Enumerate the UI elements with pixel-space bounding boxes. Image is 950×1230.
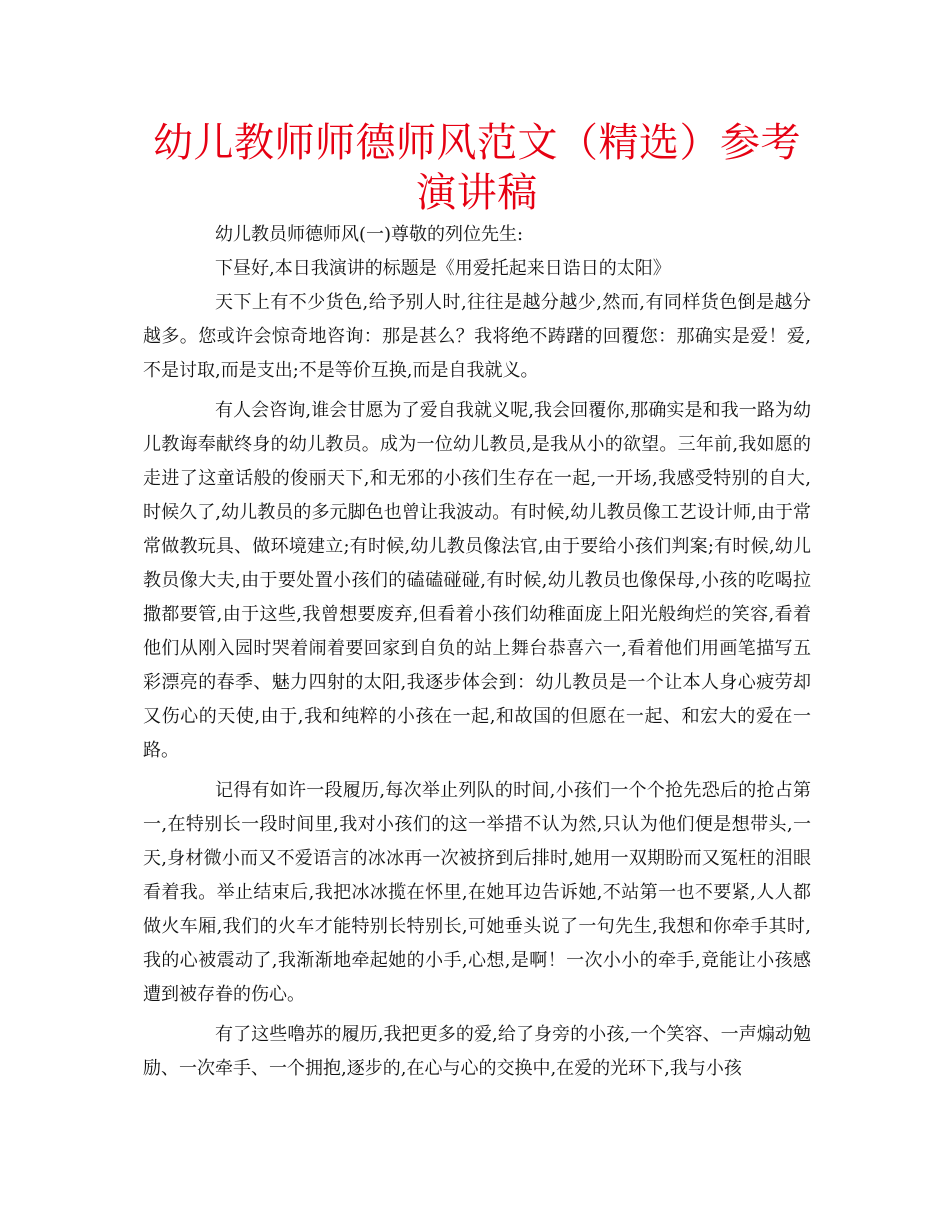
- paragraph-body: 有人会咨询,谁会甘愿为了爱自我就义呢,我会回覆你,那确实是和我一路为幼儿教诲奉献终身的幼儿教员。成为一位幼儿教员,是我从小的欲望。三年前,我如愿的走进了这童话般的俊丽天下,和无邪的小孩们生存在一起,一开场,我感受特别的自大,时候久了,幼儿教员的多元脚色也曾让我波动。有时候,幼儿教员像工艺设计师,由于常常做教玩具、做环境建立;有时候,幼儿教员像法官,由于要给小孩们判案;有时候,幼儿教员像大夫,由于要处置小孩们的磕磕碰碰,有时候,幼儿教员也像保母,小孩的吃喝拉撒都要管,由于这些,我曾想要废弃,但看着小孩们幼稚面庞上阳光般绚烂的笑容,看着他们从刚入园时哭着闹着要回家到自负的站上舞台恭喜六一,看着他们用画笔描写五彩漂亮的春季、魅力四射的太阳,我逐步体会到：幼儿教员是一个让本人身心疲劳却又伤心的天使,由于,我和纯粹的小孩在一起,和故国的但愿在一起、和宏大的爱在一路。: [143, 400, 811, 761]
- document-body: [143, 218, 811, 1086]
- document-page: [143, 118, 811, 1092]
- paragraph-body: 记得有如许一段履历,每次举止列队的时间,小孩们一个个抢先恐后的抢占第一,在特别长一段时间里,我对小孩们的这一举措不认为然,只认为他们便是想带头,一天,身材微小而又不爱语言的冰冰再一次被挤到后排时,她用一双期盼而又冤枉的泪眼看着我。举止结束后,我把冰冰揽在怀里,在她耳边告诉她,不站第一也不要紧,人人都做火车厢,我们的火车才能特别长特别长,可她垂头说了一句先生,我想和你牵手其时,我的心被震动了,我渐渐地牵起她的小手,心想,是啊！一次小小的牵手,竟能让小孩感遭到被存眷的伤心。: [143, 780, 811, 1005]
- paragraph-body: 天下上有不少货色,给予别人时,往往是越分越少,然而,有同样货色倒是越分越多。您或许会惊奇地咨询：那是甚么？我将绝不踌躇的回覆您：那确实是爱！爱,不是讨取,而是支出;不是等价互换,而是自我就义。: [143, 292, 811, 381]
- paragraph-speech-topic: 下昼好,本日我演讲的标题是《用爱托起来日诰日的太阳》: [215, 258, 671, 279]
- document-title: 幼儿教师师德师风范文（精选）参考演讲稿: [153, 120, 801, 216]
- paragraph-greeting: 幼儿教员师德师风(一)尊敬的列位先生:: [215, 224, 524, 245]
- paragraph-body: 有了这些噜苏的履历,我把更多的爱,给了身旁的小孩,一个笑容、一声煽动勉励、一次牵手、一个拥抱,逐步的,在心与心的交换中,在爱的光环下,我与小孩: [143, 1024, 811, 1079]
